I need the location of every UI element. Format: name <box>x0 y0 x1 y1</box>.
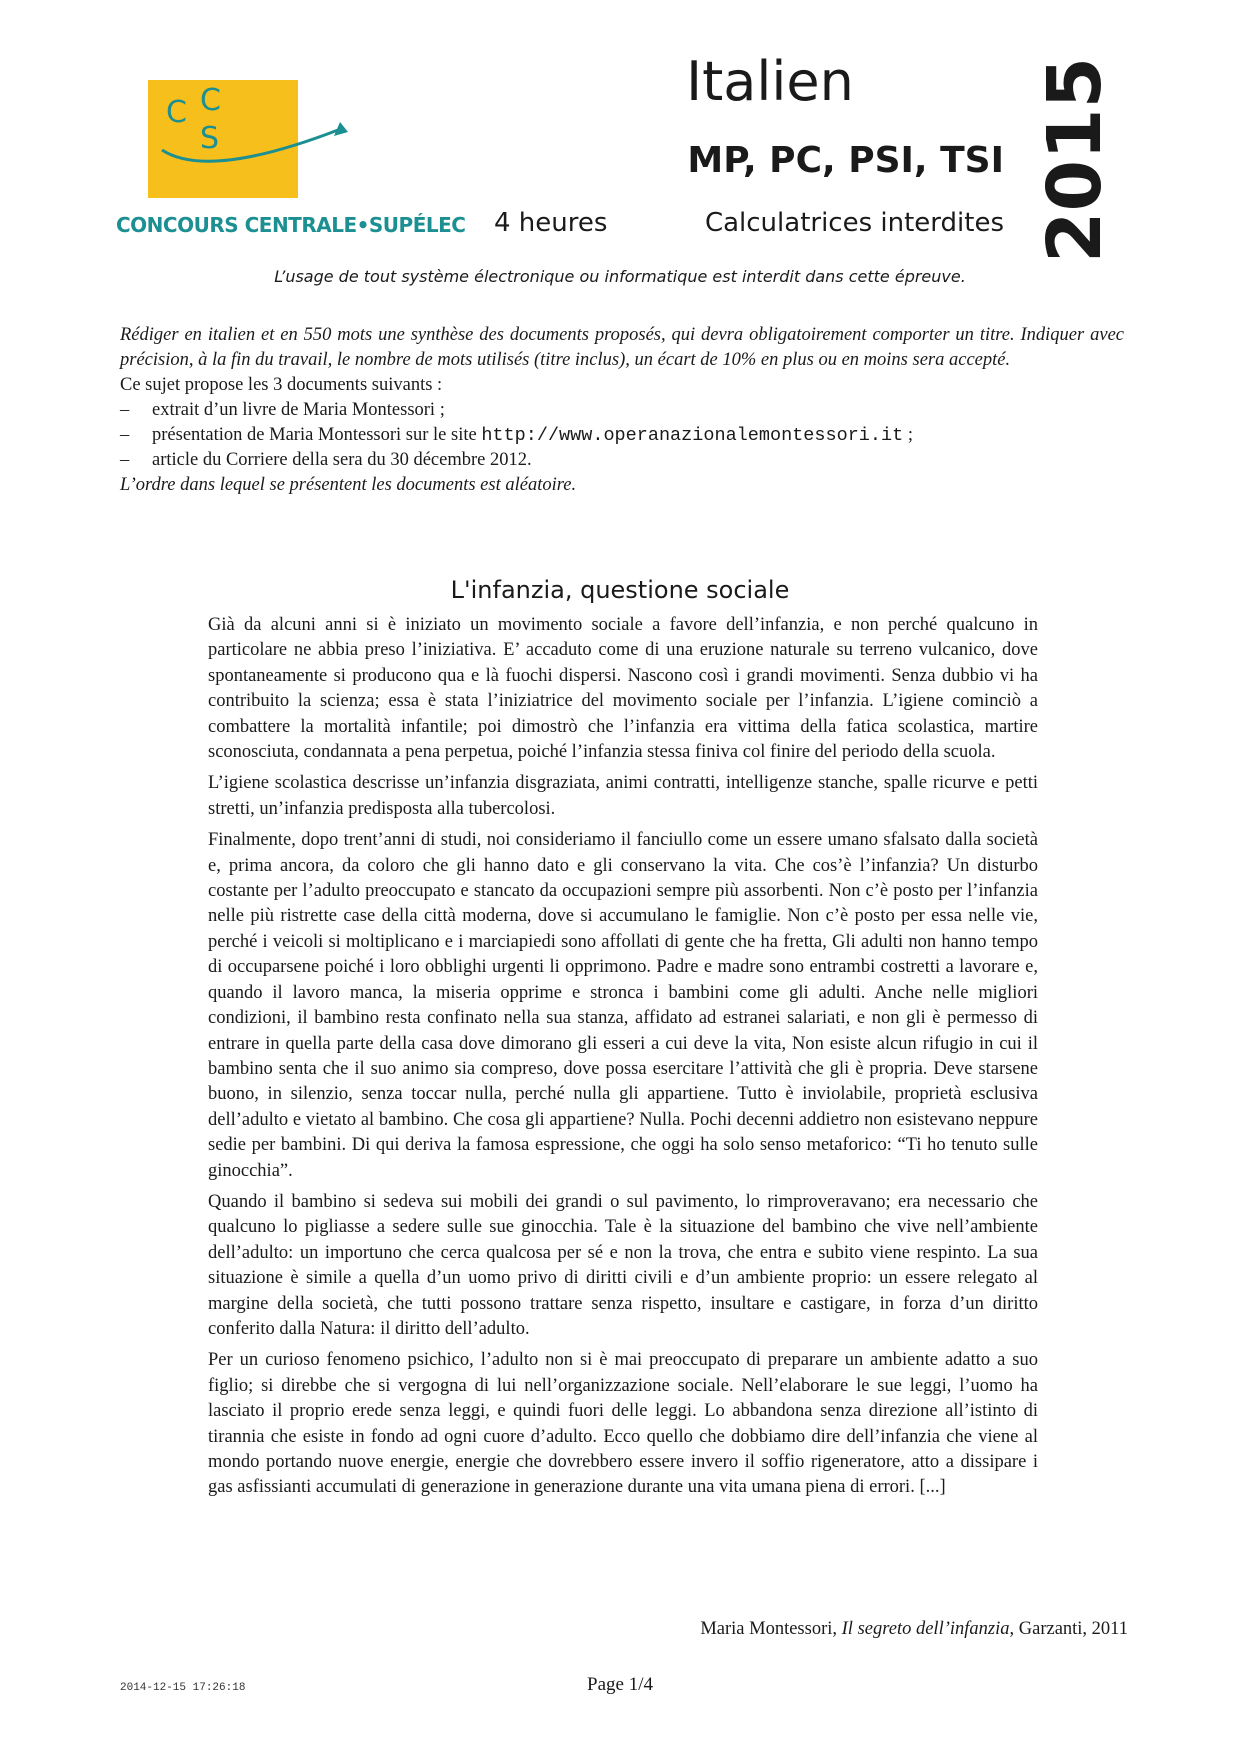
paragraph: Per un curioso fenomeno psichico, l’adulto non si è mai preoccupato di preparare un ambiente adatto a suo figlio; si direbbe che si vergogna di lui nell’organizzazione sociale. Nell’elaborare le sue leggi, l’uomo ha lasciato il proprio erede senza leggi, e quindi fuori delle leggi. Lo abbandona senza direzione all’istinto di tirannia che esiste in fondo ad ogni cuore d’adulto. Ecco quello che dobbiamo dire dell’infanzia che viene al mondo portando nuove energie, energie che dovrebbero essere invero il soffio rigeneratore, atto a dissipare i gas asfissianti accumulati di generazione in generazione durante una vita umana piena di errori. [...] <box>208 1350 1038 1498</box>
paragraph: Quando il bambino si sedeva sui mobili dei grandi o sul pavimento, lo rimproveravano; era necessario che qualcuno lo pigliasse a sedere sulle sue ginocchia. Tale è la situazione del bambino che vive nell’ambiente dell’adulto: un importuno che cerca qualcosa per sé e non la trova, che entra e subito viene respinto. La sua situazione è simile a quella d’un uomo privo di diritti civili e d’un ambiente proprio: un essere relegato al margine della società, che tutti possono trattare senza rispetto, insultare e castigare, in forza d’un diritto conferito dalla Natura: il diritto dell’adulto. <box>208 1191 1038 1339</box>
electronics-notice: L’usage de tout système électronique ou informatique est interdit dans cette épreuve. <box>274 267 966 286</box>
logo-smile-icon <box>148 80 348 198</box>
exam-duration: 4 heures <box>494 208 608 238</box>
exam-streams: MP, PC, PSI, TSI <box>687 140 1004 181</box>
exam-year <box>1020 57 1130 263</box>
svg-text:C: C <box>200 83 221 118</box>
svg-text:S: S <box>200 121 220 156</box>
list-item: – extrait d’un livre de Maria Montessori ; <box>120 400 445 420</box>
exam-year-text: 2015 <box>1032 57 1118 263</box>
website-url: http://www.operanazionalemontessori.it <box>481 425 904 446</box>
documents-intro: Ce sujet propose les 3 documents suivants : <box>120 375 443 395</box>
source-citation: Maria Montessori, Il segreto dell’infanzia, Garzanti, 2011 <box>700 1619 1128 1639</box>
document-title: L'infanzia, questione sociale <box>450 576 790 604</box>
paragraph: L’igiene scolastica descrisse un’infanzia disgraziata, animi contratti, intelligenze stanche, spalle ricurve e petti stretti, un’infanzia predisposta alla tubercolosi. <box>208 773 1038 819</box>
task-statement: Rédiger en italien et en 550 mots une synthèse des documents proposés, qui devra obligatoirement comporter un titre. Indiquer avec précision, à la fin du travail, le nombre de mots utilisés (titre inclus), un écart de 10% en plus ou en moins sera accepté. <box>120 325 1124 370</box>
documents-list <box>120 398 1124 473</box>
order-note: L’ordre dans lequel se présentent les documents est aléatoire. <box>120 475 577 495</box>
instructions <box>120 323 1124 498</box>
svg-text:C: C <box>166 95 187 130</box>
document-body <box>208 613 1038 1507</box>
calculator-rule: Calculatrices interdites <box>704 208 1004 238</box>
list-item: – présentation de Maria Montessori sur le site http://www.operanazionalemontessori.it ; <box>120 425 913 446</box>
subject-title: Italien <box>686 50 854 113</box>
paragraph: Finalmente, dopo trent’anni di studi, noi consideriamo il fanciullo come un essere umano sfalsato dalla società e, prima ancora, da coloro che gli hanno dato e gli conservano la vita. Che cos’è l’infanzia? Un disturbo costante per l’adulto preoccupato e stancato da occupazioni sempre più assorbenti. Non c’è posto per l’infanzia nelle più ristrette case della città moderna, dove si accumulano le famiglie. Non c’è posto per essa nelle vie, perché i veicoli si moltiplicano e i marciapiedi sono affollati di gente che ha fretta, Gli adulti non hanno tempo di occuparsene poiché i loro obblighi urgenti li opprimono. Padre e madre sono entrambi costretti a lavorare e, quando il lavoro manca, la miseria opprime e stronca i bambini come gli adulti. Anche nelle migliori condizioni, il bambino resta confinato nella sua stanza, affidato ad estranei salariati, e non gli è permesso di entrare in quella parte della casa dove dimorano gli esseri a cui deve la vita, Non esiste alcun rifugio in cui il bambino senta che il suo animo sia compreso, dove possa esercitare l’attività che gli è propria. Deve starsene buono, in silenzio, senza toccar nulla, perché nulla gli appartiene. Tutto è inviolabile, proprietà esclusiva dell’adulto e vietato al bambino. Che cosa gli appartiene? Nulla. Pochi decenni addietro non esistevano neppure sedie per bambini. Di qui deriva la famosa espressione, che oggi ha solo senso metaforico: “Ti ho tenuto sulle ginocchia”. <box>208 830 1038 1181</box>
print-timestamp: 2014-12-15 17:26:18 <box>120 1682 246 1694</box>
paragraph: Già da alcuni anni si è iniziato un movimento sociale a favore dell’infanzia, e non perché qualcuno in particolare ne abbia preso l’iniziativa. E’ accaduto come di una eruzione naturale su terreno vulcanico, dove spontaneamente si producono qua e là fuochi dispersi. Nascono così i grandi movimenti. Senza dubbio vi ha contribuito la scienza; essa è stata l’iniziatrice del movimento sociale per l’infanzia. L’igiene cominciò a combattere la mortalità infantile; poi dimostrò che l’infanzia era vittima della fatica scolastica, martire sconosciuta, condannata a pena perpetua, poiché l’infanzia stessa finiva col finire del periodo della scuola. <box>208 615 1038 763</box>
list-item: – article du Corriere della sera du 30 décembre 2012. <box>120 450 532 470</box>
page-number: Page 1/4 <box>587 1674 653 1695</box>
contest-logo <box>116 80 466 240</box>
logo-name: CONCOURS CENTRALE•SUPÉLEC <box>116 213 466 237</box>
book-title: Il segreto dell’infanzia <box>841 1619 1010 1639</box>
